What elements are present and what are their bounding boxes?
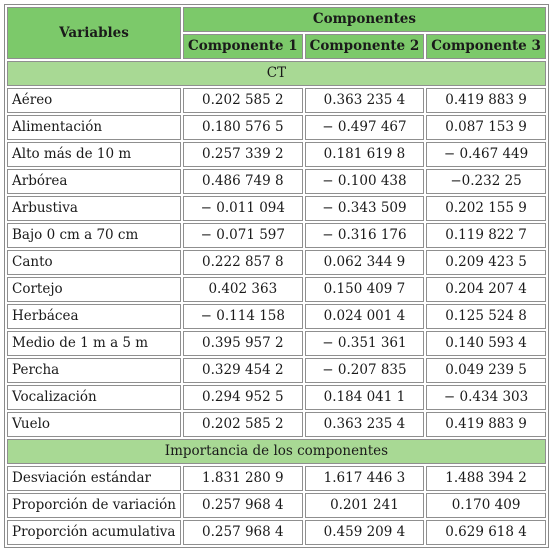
table-row bbox=[7, 385, 546, 410]
component-3-value: 0.209 423 5 bbox=[426, 250, 546, 275]
components-table bbox=[4, 4, 549, 548]
component-2-value: 0.459 209 4 bbox=[305, 520, 425, 545]
component-1-value: 0.486 749 8 bbox=[183, 169, 303, 194]
component-2-value: 0.150 409 7 bbox=[305, 277, 425, 302]
component-2-value: − 0.100 438 bbox=[305, 169, 425, 194]
variable-label: Alto más de 10 m bbox=[7, 142, 181, 167]
variable-label: Herbácea bbox=[7, 304, 181, 329]
component-1-value: 0.222 857 8 bbox=[183, 250, 303, 275]
variable-label: Proporción acumulativa bbox=[7, 520, 181, 545]
section-row bbox=[7, 439, 546, 464]
table-row bbox=[7, 196, 546, 221]
component-3-value: 0.170 409 bbox=[426, 493, 546, 518]
component-1-value: 0.395 957 2 bbox=[183, 331, 303, 356]
variables-header: Variables bbox=[7, 7, 181, 59]
component-2-value: − 0.351 361 bbox=[305, 331, 425, 356]
component-2-value: 0.024 001 4 bbox=[305, 304, 425, 329]
component-1-value: 0.257 968 4 bbox=[183, 493, 303, 518]
table-row bbox=[7, 412, 546, 437]
table-row bbox=[7, 331, 546, 356]
component-2-value: − 0.207 835 bbox=[305, 358, 425, 383]
table-row bbox=[7, 466, 546, 491]
component-3-value: 0.049 239 5 bbox=[426, 358, 546, 383]
variable-label: Percha bbox=[7, 358, 181, 383]
component-3-value: 0.419 883 9 bbox=[426, 412, 546, 437]
component-2-value: 0.181 619 8 bbox=[305, 142, 425, 167]
component-2-value: − 0.497 467 bbox=[305, 115, 425, 140]
variable-label: Aéreo bbox=[7, 88, 181, 113]
component-1-value: 0.202 585 2 bbox=[183, 412, 303, 437]
component-3-header: Componente 3 bbox=[426, 34, 546, 59]
table-row bbox=[7, 169, 546, 194]
variable-label: Medio de 1 m a 5 m bbox=[7, 331, 181, 356]
header-row-1 bbox=[7, 7, 546, 32]
table-row bbox=[7, 142, 546, 167]
component-2-value: 0.363 235 4 bbox=[305, 412, 425, 437]
variable-label: Vocalización bbox=[7, 385, 181, 410]
component-3-value: 0.419 883 9 bbox=[426, 88, 546, 113]
variable-label: Arbórea bbox=[7, 169, 181, 194]
component-1-value: − 0.011 094 bbox=[183, 196, 303, 221]
component-1-value: 0.402 363 bbox=[183, 277, 303, 302]
variable-label: Canto bbox=[7, 250, 181, 275]
variable-label: Bajo 0 cm a 70 cm bbox=[7, 223, 181, 248]
variable-label: Vuelo bbox=[7, 412, 181, 437]
section-title: CT bbox=[7, 61, 546, 86]
component-3-value: 0.119 822 7 bbox=[426, 223, 546, 248]
component-2-header: Componente 2 bbox=[305, 34, 425, 59]
component-2-value: − 0.343 509 bbox=[305, 196, 425, 221]
component-3-value: 0.087 153 9 bbox=[426, 115, 546, 140]
variable-label: Proporción de variación bbox=[7, 493, 181, 518]
table-row bbox=[7, 88, 546, 113]
components-header: Componentes bbox=[183, 7, 546, 32]
table-body bbox=[7, 7, 546, 545]
component-1-value: 0.329 454 2 bbox=[183, 358, 303, 383]
table-row bbox=[7, 358, 546, 383]
component-3-value: 0.204 207 4 bbox=[426, 277, 546, 302]
table-row bbox=[7, 493, 546, 518]
section-row bbox=[7, 61, 546, 86]
component-2-value: 0.363 235 4 bbox=[305, 88, 425, 113]
component-1-value: 0.180 576 5 bbox=[183, 115, 303, 140]
component-3-value: − 0.467 449 bbox=[426, 142, 546, 167]
table-row bbox=[7, 277, 546, 302]
component-1-value: 0.202 585 2 bbox=[183, 88, 303, 113]
component-2-value: 1.617 446 3 bbox=[305, 466, 425, 491]
component-2-value: 0.201 241 bbox=[305, 493, 425, 518]
component-3-value: − 0.434 303 bbox=[426, 385, 546, 410]
component-3-value: 0.202 155 9 bbox=[426, 196, 546, 221]
table-row bbox=[7, 250, 546, 275]
variable-label: Cortejo bbox=[7, 277, 181, 302]
variable-label: Desviación estándar bbox=[7, 466, 181, 491]
table-container bbox=[4, 4, 549, 548]
component-3-value: 0.125 524 8 bbox=[426, 304, 546, 329]
table-row bbox=[7, 115, 546, 140]
table-row bbox=[7, 304, 546, 329]
variable-label: Alimentación bbox=[7, 115, 181, 140]
component-1-value: − 0.114 158 bbox=[183, 304, 303, 329]
table-row bbox=[7, 223, 546, 248]
component-1-header: Componente 1 bbox=[183, 34, 303, 59]
component-3-value: −0.232 25 bbox=[426, 169, 546, 194]
component-1-value: − 0.071 597 bbox=[183, 223, 303, 248]
component-2-value: 0.184 041 1 bbox=[305, 385, 425, 410]
component-3-value: 0.629 618 4 bbox=[426, 520, 546, 545]
component-3-value: 1.488 394 2 bbox=[426, 466, 546, 491]
component-3-value: 0.140 593 4 bbox=[426, 331, 546, 356]
component-1-value: 0.294 952 5 bbox=[183, 385, 303, 410]
component-2-value: 0.062 344 9 bbox=[305, 250, 425, 275]
component-1-value: 0.257 339 2 bbox=[183, 142, 303, 167]
section-title: Importancia de los componentes bbox=[7, 439, 546, 464]
component-1-value: 1.831 280 9 bbox=[183, 466, 303, 491]
component-1-value: 0.257 968 4 bbox=[183, 520, 303, 545]
table-row bbox=[7, 520, 546, 545]
variable-label: Arbustiva bbox=[7, 196, 181, 221]
component-2-value: − 0.316 176 bbox=[305, 223, 425, 248]
